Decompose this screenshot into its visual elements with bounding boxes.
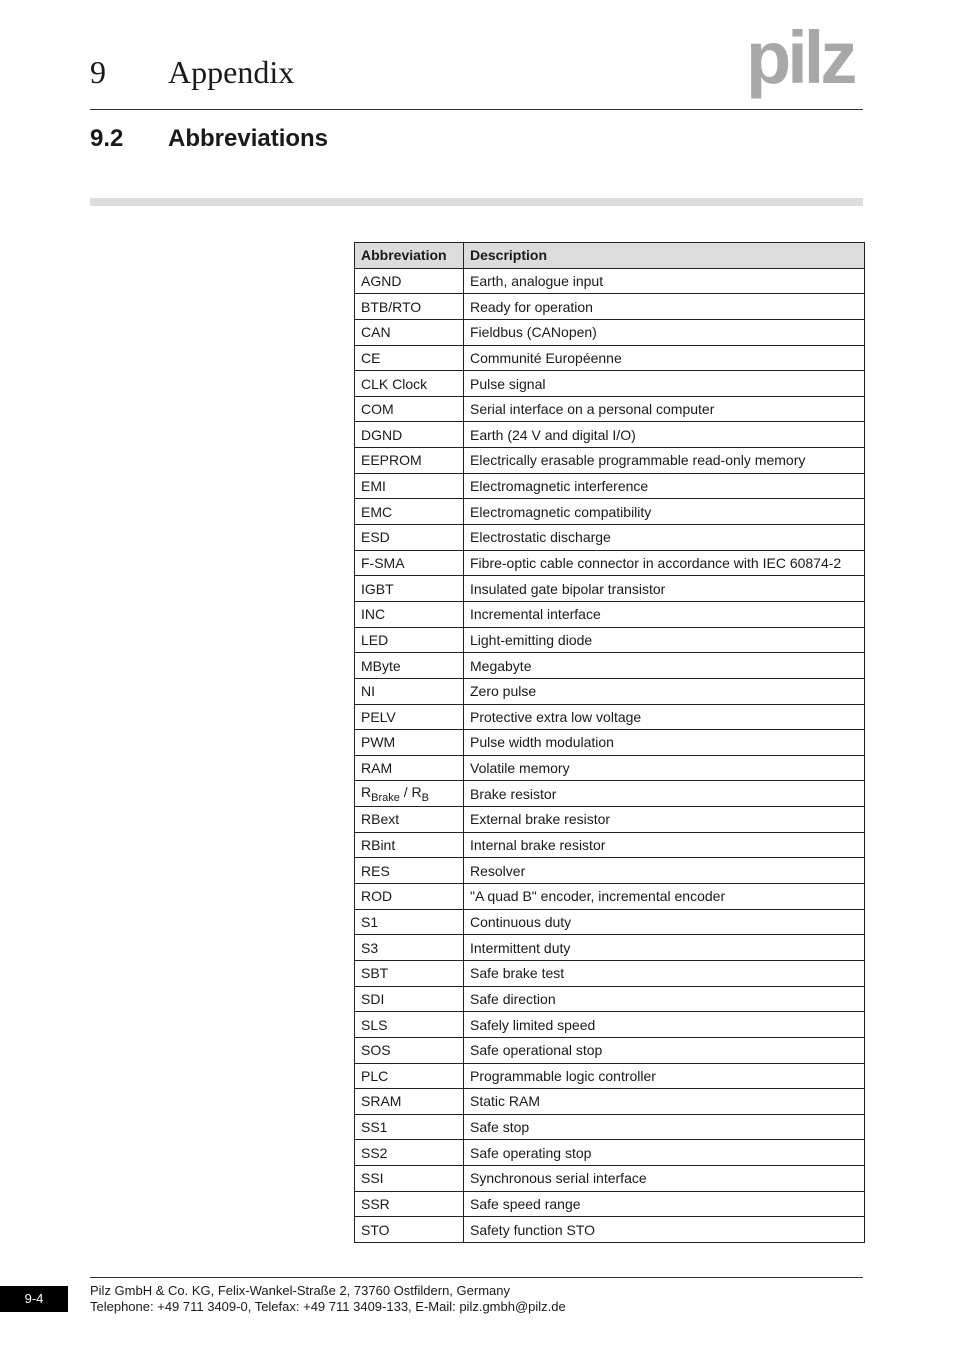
- abbreviation-cell: NI: [355, 678, 464, 704]
- abbreviation-cell: SLS: [355, 1012, 464, 1038]
- abbreviation-cell: EEPROM: [355, 448, 464, 474]
- abbreviation-part: Brake: [371, 791, 400, 804]
- abbreviation-cell: DGND: [355, 422, 464, 448]
- table-row: [355, 755, 865, 781]
- table-row: [355, 807, 865, 833]
- table-row: [355, 550, 865, 576]
- table-row: [355, 1114, 865, 1140]
- abbreviation-cell: STO: [355, 1217, 464, 1243]
- section-number: 9.2: [90, 125, 124, 152]
- table-row: [355, 1166, 865, 1192]
- description-cell: Ready for operation: [464, 294, 865, 320]
- description-cell: Resolver: [464, 858, 865, 884]
- description-cell: Fieldbus (CANopen): [464, 319, 865, 345]
- description-cell: Internal brake resistor: [464, 832, 865, 858]
- table-row: [355, 781, 865, 807]
- table-header-row: [355, 243, 865, 269]
- table-row: [355, 396, 865, 422]
- footer-contact: Telephone: +49 711 3409-0, Telefax: +49 711 3409-133, E-Mail: pilz.gmbh@pilz.de: [90, 1299, 566, 1314]
- description-cell: Communité Européenne: [464, 345, 865, 371]
- section-separator-bar: [90, 198, 863, 206]
- abbreviation-cell: PELV: [355, 704, 464, 730]
- table-row: [355, 525, 865, 551]
- chapter-number: 9: [90, 54, 106, 90]
- table-row: [355, 345, 865, 371]
- table-row: [355, 1089, 865, 1115]
- table-row: [355, 371, 865, 397]
- abbreviation-cell: F-SMA: [355, 550, 464, 576]
- abbreviation-cell: SDI: [355, 986, 464, 1012]
- footer-divider: [90, 1277, 863, 1278]
- abbreviation-cell: SRAM: [355, 1089, 464, 1115]
- abbreviation-cell: S1: [355, 909, 464, 935]
- table-row: [355, 473, 865, 499]
- table-body: [355, 268, 865, 1242]
- abbreviation-cell: INC: [355, 601, 464, 627]
- abbreviation-cell: BTB/RTO: [355, 294, 464, 320]
- abbreviation-cell: IGBT: [355, 576, 464, 602]
- table-row: [355, 448, 865, 474]
- description-cell: Brake resistor: [464, 781, 865, 807]
- table-row: [355, 1217, 865, 1243]
- description-cell: Safe brake test: [464, 960, 865, 986]
- description-cell: Zero pulse: [464, 678, 865, 704]
- table-row: [355, 268, 865, 294]
- abbreviation-cell: PWM: [355, 730, 464, 756]
- header-divider: [90, 109, 863, 110]
- table-row: [355, 1037, 865, 1063]
- description-cell: Pulse width modulation: [464, 730, 865, 756]
- description-cell: Safe operating stop: [464, 1140, 865, 1166]
- table-row: [355, 1191, 865, 1217]
- footer-address: Pilz GmbH & Co. KG, Felix-Wankel-Straße 2, 73760 Ostfildern, Germany: [90, 1283, 510, 1298]
- description-cell: Megabyte: [464, 653, 865, 679]
- table-row: [355, 653, 865, 679]
- logo-text: pilz: [746, 16, 854, 99]
- abbreviation-part: / R: [399, 783, 422, 800]
- description-cell: Intermittent duty: [464, 935, 865, 961]
- description-cell: External brake resistor: [464, 807, 865, 833]
- description-cell: Electromagnetic compatibility: [464, 499, 865, 525]
- abbreviation-cell: SBT: [355, 960, 464, 986]
- description-cell: Safely limited speed: [464, 1012, 865, 1038]
- section-title: Abbreviations: [168, 125, 329, 152]
- table-row: [355, 422, 865, 448]
- description-cell: Earth (24 V and digital I/O): [464, 422, 865, 448]
- abbreviation-cell: [355, 781, 464, 807]
- description-cell: Static RAM: [464, 1089, 865, 1115]
- table-row: [355, 294, 865, 320]
- description-cell: Electrically erasable programmable read-only memory: [464, 448, 865, 474]
- abbreviation-cell: RBint: [355, 832, 464, 858]
- abbreviation-cell: SOS: [355, 1037, 464, 1063]
- abbreviation-cell: LED: [355, 627, 464, 653]
- table-row: [355, 986, 865, 1012]
- abbreviation-cell: ROD: [355, 884, 464, 910]
- description-cell: Insulated gate bipolar transistor: [464, 576, 865, 602]
- table-row: [355, 627, 865, 653]
- description-cell: Programmable logic controller: [464, 1063, 865, 1089]
- description-cell: Incremental interface: [464, 601, 865, 627]
- table-row: [355, 909, 865, 935]
- description-cell: Pulse signal: [464, 371, 865, 397]
- column-header-description: Description: [464, 243, 865, 269]
- description-cell: Fibre-optic cable connector in accordance with IEC 60874-2: [464, 550, 865, 576]
- abbreviation-cell: SS2: [355, 1140, 464, 1166]
- chapter-title: Appendix: [168, 54, 295, 90]
- description-cell: Serial interface on a personal computer: [464, 396, 865, 422]
- description-cell: Continuous duty: [464, 909, 865, 935]
- table-row: [355, 935, 865, 961]
- description-cell: Synchronous serial interface: [464, 1166, 865, 1192]
- table-row: [355, 730, 865, 756]
- abbreviation-part: R: [361, 783, 372, 800]
- description-cell: Safe operational stop: [464, 1037, 865, 1063]
- table-row: [355, 832, 865, 858]
- table-row: [355, 499, 865, 525]
- table-row: [355, 601, 865, 627]
- abbreviation-cell: CLK Clock: [355, 371, 464, 397]
- abbreviation-cell: SSI: [355, 1166, 464, 1192]
- abbreviation-cell: AGND: [355, 268, 464, 294]
- table-row: [355, 678, 865, 704]
- abbreviations-table: [354, 242, 865, 1243]
- abbreviation-cell: RBext: [355, 807, 464, 833]
- abbreviation-cell: CE: [355, 345, 464, 371]
- abbreviation-cell: MByte: [355, 653, 464, 679]
- abbreviation-cell: COM: [355, 396, 464, 422]
- description-cell: Volatile memory: [464, 755, 865, 781]
- abbreviation-cell: SS1: [355, 1114, 464, 1140]
- abbreviation-cell: EMC: [355, 499, 464, 525]
- description-cell: Safe stop: [464, 1114, 865, 1140]
- table-row: [355, 1012, 865, 1038]
- description-cell: Safe speed range: [464, 1191, 865, 1217]
- page-number-badge: 9-4: [0, 1286, 68, 1312]
- abbreviation-cell: RAM: [355, 755, 464, 781]
- column-header-abbreviation: Abbreviation: [355, 243, 464, 269]
- table-row: [355, 1140, 865, 1166]
- table-row: [355, 884, 865, 910]
- abbreviation-cell: ESD: [355, 525, 464, 551]
- table-row: [355, 1063, 865, 1089]
- description-cell: Safety function STO: [464, 1217, 865, 1243]
- description-cell: Earth, analogue input: [464, 268, 865, 294]
- table-row: [355, 576, 865, 602]
- abbreviation-cell: CAN: [355, 319, 464, 345]
- description-cell: Safe direction: [464, 986, 865, 1012]
- description-cell: Electrostatic discharge: [464, 525, 865, 551]
- description-cell: "A quad B" encoder, incremental encoder: [464, 884, 865, 910]
- description-cell: Light-emitting diode: [464, 627, 865, 653]
- abbreviation-cell: PLC: [355, 1063, 464, 1089]
- description-cell: Electromagnetic interference: [464, 473, 865, 499]
- description-cell: Protective extra low voltage: [464, 704, 865, 730]
- abbreviation-part: B: [421, 791, 429, 804]
- abbreviation-cell: RES: [355, 858, 464, 884]
- abbreviation-cell: EMI: [355, 473, 464, 499]
- pilz-logo: [746, 16, 866, 99]
- abbreviation-cell: SSR: [355, 1191, 464, 1217]
- table-row: [355, 960, 865, 986]
- abbreviation-cell: S3: [355, 935, 464, 961]
- table-row: [355, 858, 865, 884]
- table-row: [355, 704, 865, 730]
- table-row: [355, 319, 865, 345]
